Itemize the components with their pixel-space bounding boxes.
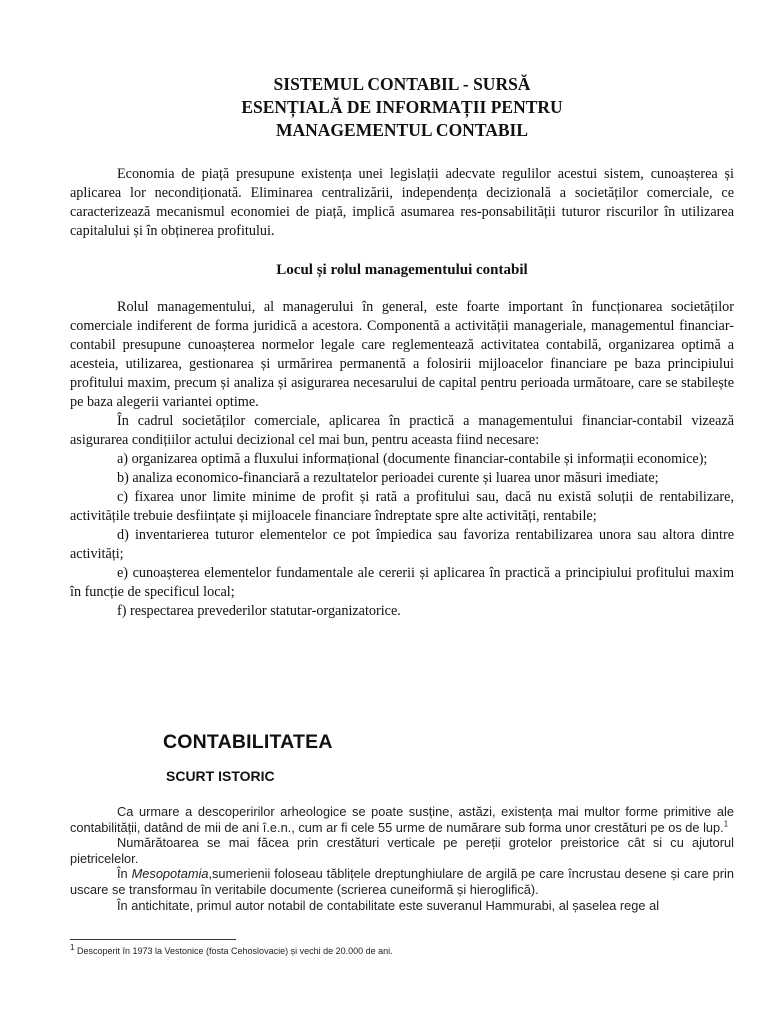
history-paragraph-3-prefix: În xyxy=(117,866,132,882)
footnote-mark: 1 xyxy=(70,943,75,952)
list-item-b: b) analiza economico-financiară a rezultatelor perioadei curente și luarea unor măsuri imediate; xyxy=(117,470,659,486)
intro-paragraph xyxy=(70,165,734,241)
history-paragraph-4: În antichitate, primul autor notabil de contabilitate este suveranul Hammurabi, al șaselea rege al xyxy=(117,897,660,913)
section-heading-rol-management: Locul și rolul managementului contabil xyxy=(276,262,528,278)
intro-text: Economia de piață presupune existența unei legislații adecvate regulilor acestui sistem, cunoașterea și aplicarea lor necondiționată. Eliminarea centralizării, independența decizională a societăților comerciale, ce caracterizează mecanismul economiei de piață, implică asumarea res-ponsabilității tuturor riscurilor în utilizarea capitalului și în obținerea profitului. xyxy=(70,166,734,239)
list-item-c: c) fixarea unor limite minime de profit și rată a profitului sau, dacă nu există soluții de rentabilizare, activitățile trebuie desființate și mijloacele financiare îndreptate spre alte activități, rentabile; xyxy=(70,489,734,524)
history-body xyxy=(70,804,734,913)
list-item-e: e) cunoașterea elementelor fundamentale ale cererii și aplicarea în practică a principiului profitului maxim în funcție de specificul local; xyxy=(70,565,734,600)
history-paragraph-1-text: Ca urmare a descoperirilor arheologice se poate susține, astăzi, existența mai multor forme primitive ale contabilității, datând de mii de ani î.e.n., cum ar fi cele 55 urme de numărare sub forma unor crestături pe os de lup. xyxy=(70,804,734,835)
footnote-divider xyxy=(70,939,236,940)
footnote-text: Descoperit în 1973 la Vestonice (fosta Cehoslovacie) și vechi de 20.000 de ani. xyxy=(74,946,393,956)
subheading-scurt-istoric: SCURT ISTORIC xyxy=(166,768,275,784)
list-item-d: d) inventarierea tuturor elementelor ce pot împiedica sau favoriza rentabilizarea unora sau altora dintre activități; xyxy=(70,527,734,562)
history-paragraph-2: Numărătoarea se mai făcea prin crestături verticale pe pereții grotelor preistorice cât si cu ajutorul pietricelelor. xyxy=(70,835,734,866)
history-paragraph-1 xyxy=(70,804,734,835)
section1-paragraph-2: În cadrul societăților comerciale, aplicarea în practică a managementului financiar-contabil vizează asigurarea condițiilor actului decizional cel mai bun, pentru aceasta fiind necesare: xyxy=(70,413,734,448)
section1-paragraph-1: Rolul managementului, al managerului în general, este foarte important în funcționarea societăților comerciale indiferent de forma juridică a acestora. Componentă a activității manageriale, managementul financiar-contabil presupune cunoașterea normelor legale care reglementează activitatea contabilă, organizarea optimă a acesteia, utilizarea, gestionarea și urmărirea permanentă a folosirii mijloacelor financiare pe baza principiului profitului maxim, precum și analiza și asigurarea necesarului de capital pentru perioada următoare, care se stabilește pe baza alegerii variantei optime. xyxy=(70,299,734,410)
mesopotamia-emphasis: Mesopotamia xyxy=(131,866,209,882)
section-heading-contabilitatea: CONTABILITATEA xyxy=(163,731,333,753)
history-paragraph-3 xyxy=(70,866,734,897)
requirements-list xyxy=(70,450,734,621)
history-paragraph-3-rest: ,sumerienii foloseau tăblițele dreptunghiulare de argilă pe care încrustau desene și care prin uscare se transformau în veritabile documente (scrierea cuneiformă și hieroglifică). xyxy=(70,866,735,897)
list-item-a: a) organizarea optimă a fluxului informațional (documente financiar-contabile și informații economice); xyxy=(117,451,708,467)
footnote-reference[interactable]: 1 xyxy=(723,819,729,829)
title-line-1: SISTEMUL CONTABIL - SURSĂ xyxy=(273,74,531,94)
title-line-3: MANAGEMENTUL CONTABIL xyxy=(276,120,528,140)
document-title xyxy=(70,73,734,142)
title-line-2: ESENȚIALĂ DE INFORMAȚII PENTRU xyxy=(241,97,563,117)
footnote xyxy=(70,945,734,957)
list-item-f: f) respectarea prevederilor statutar-organizatorice. xyxy=(117,603,401,619)
section1-body xyxy=(70,298,734,450)
